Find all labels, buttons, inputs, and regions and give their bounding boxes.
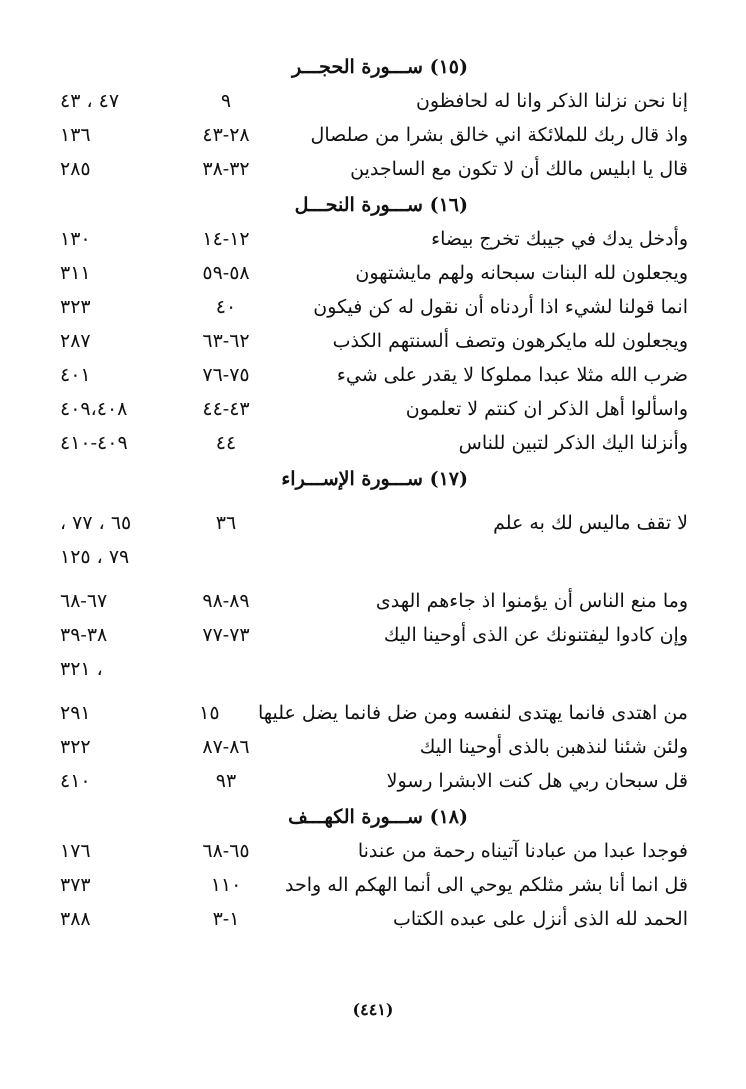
page-reference: ١٣٠: [60, 228, 91, 250]
surah-heading-text: (١٥) ســـورة الحجـــر: [292, 56, 468, 78]
ayah-number: ١٥: [199, 702, 220, 724]
ayah-number: ٦٥-٦٨: [202, 840, 250, 862]
page-reference: ٢٩١: [60, 702, 91, 724]
ayah-number: ٤٠: [215, 296, 237, 318]
page-number: (٤٤١): [352, 1000, 394, 1019]
verse-text: فوجدا عبدا من عبادنا آتيناه رحمة من عندنا: [357, 840, 688, 862]
ayah-number: ٦٢-٦٣: [202, 330, 250, 352]
index-table: [60, 42, 688, 930]
page-reference: ٣١١: [60, 262, 91, 284]
page-reference: ٢٨٥: [60, 158, 91, 180]
verse-text: لا تقف ماليس لك به علم: [493, 512, 688, 534]
page-reference: ٢٨٧: [60, 330, 91, 352]
verse-text: واسألوا أهل الذكر ان كنتم لا تعلمون: [405, 398, 688, 420]
page-reference: ٣٧٣: [60, 874, 91, 896]
index-row: [60, 386, 688, 420]
page-reference: ٤١٠: [60, 770, 91, 792]
verse-text: وإن كادوا ليفتنونك عن الذى أوحينا اليك: [383, 624, 688, 646]
index-row: [60, 862, 688, 896]
page-reference: ١٣٦: [60, 124, 91, 146]
index-row: [60, 724, 688, 758]
verse-text: من اهتدى فانما يهتدى لنفسه ومن ضل فانما يضل عليها: [257, 702, 688, 724]
page-reference: ٤٠٩-٤١٠: [60, 432, 128, 454]
verse-text: واذ قال ربك للملائكة اني خالق بشرا من صلصال: [310, 124, 688, 146]
index-row: [60, 758, 688, 792]
ayah-number: ٧٣-٧٧: [202, 624, 250, 646]
page-reference: ٤٧ ، ٤٣: [60, 90, 120, 112]
ayah-number: ٣٦: [215, 512, 237, 534]
ayah-number: ٣٢-٣٨: [202, 158, 250, 180]
ayah-number: ٤٣-٤٤: [202, 398, 250, 420]
index-row: [60, 146, 688, 180]
verse-text: ولئن شئنا لنذهبن بالذى أوحينا اليك: [419, 736, 688, 758]
index-row: [60, 78, 688, 112]
verse-text: وأنزلنا اليك الذكر لتبين للناس: [458, 432, 688, 454]
surah-heading: [60, 180, 688, 216]
verse-text: ويجعلون لله مايكرهون وتصف ألسنتهم الكذب: [332, 330, 688, 352]
page-reference: ١٧٦: [60, 840, 91, 862]
index-row: [60, 534, 688, 568]
page-reference: ٧٩ ، ١٢٥: [60, 546, 130, 568]
index-row: [60, 250, 688, 284]
index-row: [60, 112, 688, 146]
index-row: [60, 646, 688, 680]
verse-text: الحمد لله الذى أنزل على عبده الكتاب: [393, 908, 688, 930]
ayah-number: ٤٤: [215, 432, 237, 454]
surah-heading-text: (١٨) ســـورة الكهـــف: [288, 806, 468, 828]
ayah-number: ٩٣: [215, 770, 237, 792]
page-reference: ٤٠٩،٤٠٨: [60, 398, 128, 420]
index-row: [60, 568, 688, 612]
ayah-number: ٩: [220, 90, 232, 112]
ayah-number: ١٢-١٤: [202, 228, 250, 250]
verse-text: وما منع الناس أن يؤمنوا اذ جاءهم الهدى: [375, 590, 688, 612]
page-reference: ، ٣٢١: [60, 658, 103, 680]
index-row: [60, 612, 688, 646]
page-reference: ٤٠١: [60, 364, 91, 386]
index-row: [60, 318, 688, 352]
ayah-number: ٨٩-٩٨: [202, 590, 250, 612]
ayah-number: ٧٥-٧٦: [202, 364, 250, 386]
index-row: [60, 828, 688, 862]
surah-heading: [60, 454, 688, 490]
page-reference: ٦٧-٦٨: [60, 590, 108, 612]
ayah-number: ٢٨-٤٣: [202, 124, 250, 146]
verse-text: قال يا ابليس مالك أن لا تكون مع الساجدين: [350, 158, 688, 180]
index-row: [60, 896, 688, 930]
ayah-number: ٥٨-٥٩: [202, 262, 250, 284]
verse-text: وأدخل يدك في جيبك تخرج بيضاء: [431, 228, 688, 250]
index-row: [60, 284, 688, 318]
index-row: [60, 352, 688, 386]
verse-text: قل سبحان ربي هل كنت الابشرا رسولا: [386, 770, 688, 792]
verse-text: انما قولنا لشيء اذا أردناه أن نقول له كن فيكون: [313, 296, 688, 318]
ayah-number: ١١٠: [210, 874, 242, 896]
page-reference: ٣٨٨: [60, 908, 91, 930]
surah-heading: [60, 792, 688, 828]
verse-text: قل انما أنا بشر مثلكم يوحي الى أنما الهكم اله واحد: [285, 874, 688, 896]
page-reference: ٣٢٣: [60, 296, 91, 318]
verse-text: إنا نحن نزلنا الذكر وانا له لحافظون: [415, 90, 688, 112]
surah-heading: [60, 42, 688, 78]
index-row: [60, 680, 688, 724]
verse-text: ضرب الله مثلا عبدا مملوكا لا يقدر على شيء: [336, 364, 688, 386]
index-row: [60, 490, 688, 534]
verse-text: ويجعلون لله البنات سبحانه ولهم مايشتهون: [355, 262, 688, 284]
index-row: [60, 420, 688, 454]
index-row: [60, 216, 688, 250]
page-reference: ٣٨-٣٩: [60, 624, 108, 646]
surah-heading-text: (١٧) ســـورة الإســـراء: [281, 468, 468, 490]
page-reference: ٦٥ ، ٧٧ ،: [60, 512, 132, 534]
ayah-number: ٨٦-٨٧: [202, 736, 250, 758]
page-reference: ٣٢٢: [60, 736, 91, 758]
surah-heading-text: (١٦) ســـورة النحـــل: [294, 194, 468, 216]
ayah-number: ١-٣: [212, 908, 240, 930]
